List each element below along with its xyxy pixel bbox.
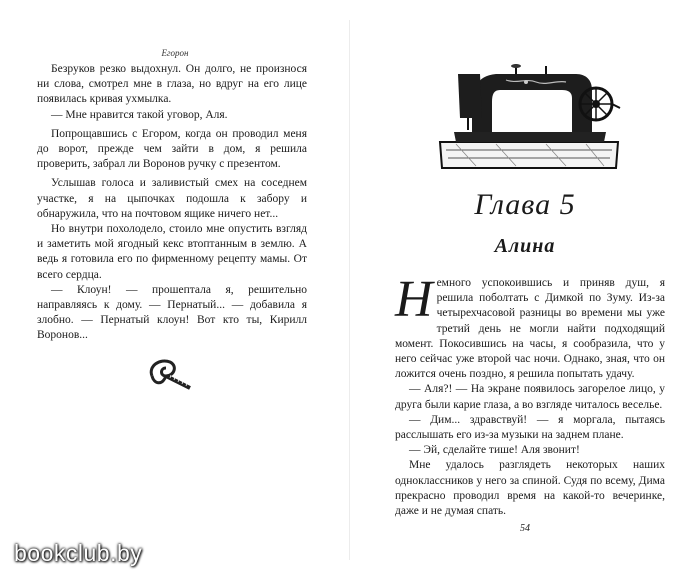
sewing-machine-icon [436,58,622,172]
paragraph: Но внутри похолодело, стоило мне опустить взгляд и заметить мой ягодный кекс втоптанным в землю. А ведь я готовила его по фирменному рецепту мамы. От всего сердца. [37,223,307,281]
paragraph: Попрощавшись с Егором, когда он проводил меня до ворот, прежде чем зайти в дом, я решила проверить, забрал ли Воронов ручку с презентом. [37,127,307,171]
measuring-tape-icon [146,354,196,394]
paragraph-text: емного успокоившись и приняв душ, я решила поболтать с Димкой по Зуму. Из-за четырехчасовой разницы во времени мы уже третий день не могли найти подходящий момент. Покосившись на часы, я сообразила, что у него сейчас уже второй час ночи. Однако, зная, что он ложится очень поздно, я решила попытать удачу. [395,277,665,381]
right-text-block [395,271,665,519]
watermark: bookclub.by [14,540,143,566]
paragraph: — Клоун! — прошептала я, решительно направляясь к дому. — Пернатый... — добавила я злобно. — Пернатый клоун! Вот кто ты, Кирилл Воронов... [37,283,307,342]
dropcap: Н [395,271,433,328]
paragraph: Мне удалось разглядеть некоторых наших одноклассников у него за спиной. Судя по всему, Дима прекрасно проводил время на какой-то вечеринке, даже и не думая спать. [395,459,665,518]
paragraph: Безруков резко выдохнул. Он долго, не произнося ни слова, смотрел мне в глаза, но вдруг на его лице появилась кривая ухмылка. [37,63,307,106]
left-text-block [37,62,307,344]
page-number: 54 [520,523,530,534]
paragraph: — Дим... здравствуй! — я моргала, пытаясь расслышать его из-за музыки на заднем плане. [395,413,665,442]
paragraph: — Мне нравится такой уговор, Аля. [51,108,228,121]
paragraph: — Эй, сделайте тише! Аля звонит! [409,444,580,457]
chapter-name: Алина [494,235,556,257]
paragraph: — Аля?! — На экране появилось загорелое лицо, у друга были карие глаза, а во взгляде читалось веселье. [395,383,665,411]
chapter-title: Глава 5 [474,188,576,221]
paragraph: Услышав голоса и заливистый смех на соседнем участке, я на цыпочках подошла к забору и обнаружила, что на почтовом ящике ничего нет... [37,177,307,220]
running-head: Егорон [161,48,189,58]
paragraph [395,271,665,382]
